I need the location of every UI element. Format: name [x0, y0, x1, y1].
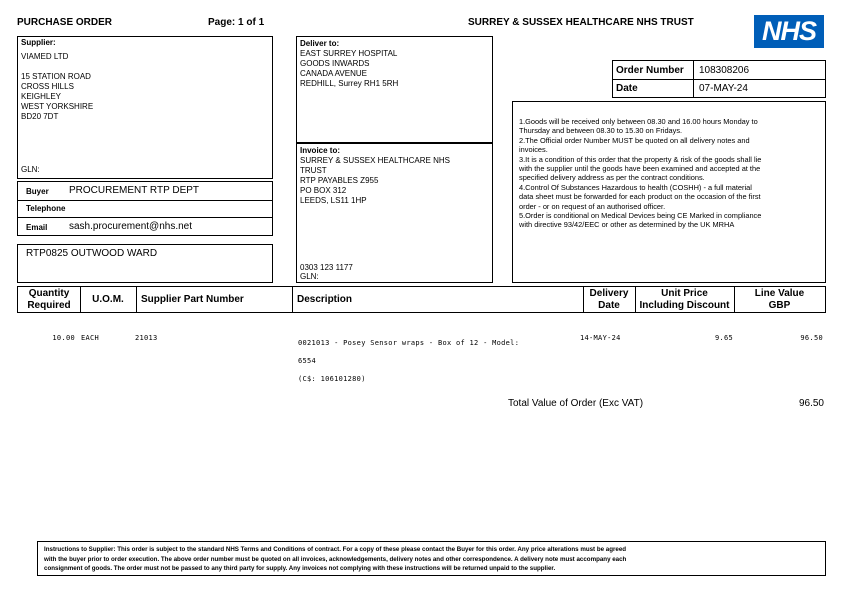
- row-description-line: (C$: 106101280): [298, 375, 366, 383]
- terms-line: 4.Control Of Substances Hazardous to health (COSHH) - a full material: [519, 182, 752, 192]
- row-line-value: 96.50: [800, 334, 823, 342]
- col-line-value-header-line: Line Value: [754, 288, 805, 299]
- deliver-line: EAST SURREY HOSPITAL: [300, 49, 398, 58]
- deliver-to-label: Deliver to:: [300, 39, 340, 48]
- buyer-value: PROCUREMENT RTP DEPT: [69, 185, 200, 196]
- terms-line: specified delivery address as per the contract conditions.: [519, 173, 705, 183]
- terms-line: Thursday and between 08.30 to 15.30 on Fridays.: [519, 126, 683, 136]
- col-qty-header-line: Quantity: [28, 288, 70, 299]
- page-indicator: Page: 1 of 1: [208, 17, 265, 28]
- supplier-line: BD20 7DT: [21, 112, 59, 121]
- table-header: [17, 286, 826, 313]
- deliver-line: GOODS INWARDS: [300, 59, 370, 68]
- footer-line: Instructions to Supplier: This order is subject to the standard NHS Terms and Conditions of contract. For a copy of these please contact the Buyer for this order. Any price alterations must be agreed: [44, 546, 627, 553]
- contact-box: [17, 181, 273, 236]
- supplier-line: VIAMED LTD: [21, 52, 69, 61]
- ward-box: [17, 244, 273, 283]
- row-qty: 10.00: [52, 334, 75, 342]
- email-label: Email: [26, 223, 48, 232]
- supplier-gln-label: GLN:: [21, 165, 40, 174]
- supplier-label: Supplier:: [21, 38, 56, 47]
- row-unit-price: 9.65: [714, 334, 733, 342]
- terms-line: data sheet must be forwarded for each product on the occasion of the first: [519, 192, 761, 202]
- terms-text: [519, 117, 761, 230]
- terms-line: 1.Goods will be received only between 08.30 and 16.00 hours Monday to: [519, 117, 758, 126]
- total-value: 96.50: [798, 398, 824, 409]
- supplier-address: [21, 52, 93, 122]
- terms-line: 5.Order is conditional on Medical Devices being CE Marked in compliance: [519, 211, 762, 221]
- telephone-label: Telephone: [26, 204, 66, 213]
- ward-value: RTP0825 OUTWOOD WARD: [26, 248, 158, 259]
- col-line-value-header-line: GBP: [768, 300, 791, 311]
- order-number-label: Order Number: [616, 65, 684, 76]
- row-delivery-date: 14-MAY-24: [580, 334, 621, 342]
- col-unit-price-header-line: Including Discount: [639, 300, 730, 311]
- trust-name: SURREY & SUSSEX HEALTHCARE NHS TRUST: [468, 17, 694, 28]
- invoice-to-label: Invoice to:: [300, 146, 341, 155]
- col-delivery-header-line: Date: [598, 300, 620, 311]
- col-delivery-header: [583, 288, 635, 312]
- footer-line: with the buyer prior to order execution. The above order number must be quoted on all invoices, acknowledgements, delivery notes and other correspondence. A delivery note must accompany each: [44, 555, 627, 563]
- col-uom-header: U.O.M.: [92, 294, 124, 305]
- total-label: Total Value of Order (Exc VAT): [508, 398, 644, 409]
- terms-box: [512, 101, 826, 283]
- terms-line: 2.The Official order Number MUST be quoted on all delivery notes and: [519, 135, 750, 145]
- terms-line: invoices.: [519, 145, 548, 155]
- order-date-label: Date: [616, 83, 638, 94]
- invoice-line: SURREY & SUSSEX HEALTHCARE NHS: [300, 156, 450, 165]
- supplier-box: [17, 36, 273, 179]
- footer-instructions: [37, 541, 826, 576]
- deliver-line: REDHILL, Surrey RH1 5RH: [300, 79, 399, 88]
- col-qty-header-line: Required: [27, 300, 71, 311]
- deliver-to-address: [300, 49, 398, 89]
- row-uom: EACH: [81, 334, 100, 342]
- row-description-line: 6554: [298, 357, 317, 365]
- supplier-line: 15 STATION ROAD: [21, 72, 91, 81]
- invoice-line: RTP PAYABLES Z955: [300, 176, 379, 185]
- email-value: sash.procurement@nhs.net: [69, 221, 192, 232]
- supplier-line: [21, 62, 93, 72]
- invoice-line: TRUST: [300, 166, 327, 175]
- supplier-line: KEIGHLEY: [21, 92, 62, 101]
- col-delivery-header-line: Delivery: [589, 288, 629, 299]
- terms-line: with directive 93/42/EEC or other as determined by the UK MRHA: [519, 220, 735, 230]
- col-line-value-header: [734, 288, 825, 312]
- invoice-line: PO BOX 312: [300, 186, 347, 195]
- col-unit-price-header: [635, 288, 734, 312]
- terms-line: 3.It is a condition of this order that the property & risk of the goods shall lie: [519, 154, 762, 164]
- row-part-number: 21013: [135, 334, 158, 342]
- col-part-header: Supplier Part Number: [141, 294, 244, 305]
- nhs-logo: NHS: [754, 15, 824, 48]
- col-qty-header: [18, 288, 80, 312]
- terms-line: with the supplier until the goods have been examined and accepted at the: [519, 164, 761, 174]
- row-description-line: 0021013 - Posey Sensor wraps - Box of 12 - Model:: [298, 339, 520, 347]
- invoice-line: LEEDS, LS11 1HP: [300, 196, 367, 205]
- invoice-gln-label: GLN:: [300, 272, 319, 281]
- footer-text: [44, 545, 626, 574]
- document-title: PURCHASE ORDER: [17, 17, 113, 28]
- col-unit-price-header-line: Unit Price: [661, 288, 708, 299]
- terms-line: order - or on request of an authorised officer.: [519, 201, 666, 211]
- col-desc-header: Description: [297, 294, 353, 305]
- order-date: 07-MAY-24: [699, 83, 748, 94]
- order-info-table: [612, 60, 826, 98]
- deliver-to-box: [296, 36, 493, 143]
- table-row: [0, 334, 842, 384]
- row-description: [298, 334, 519, 388]
- order-number: 108308206: [699, 65, 750, 76]
- invoice-to-address: [300, 156, 450, 206]
- invoice-phone: 0303 123 1177: [300, 263, 353, 272]
- supplier-line: CROSS HILLS: [21, 82, 74, 91]
- supplier-line: WEST YORKSHIRE: [21, 102, 94, 111]
- footer-line: consignment of goods. The order must not be passed to any third party for supply. Any invoices not complying with these instructions will be returned unpaid to the supplier.: [44, 565, 556, 572]
- buyer-label: Buyer: [26, 187, 49, 196]
- deliver-line: CANADA AVENUE: [300, 69, 367, 78]
- invoice-to-box: [296, 143, 493, 283]
